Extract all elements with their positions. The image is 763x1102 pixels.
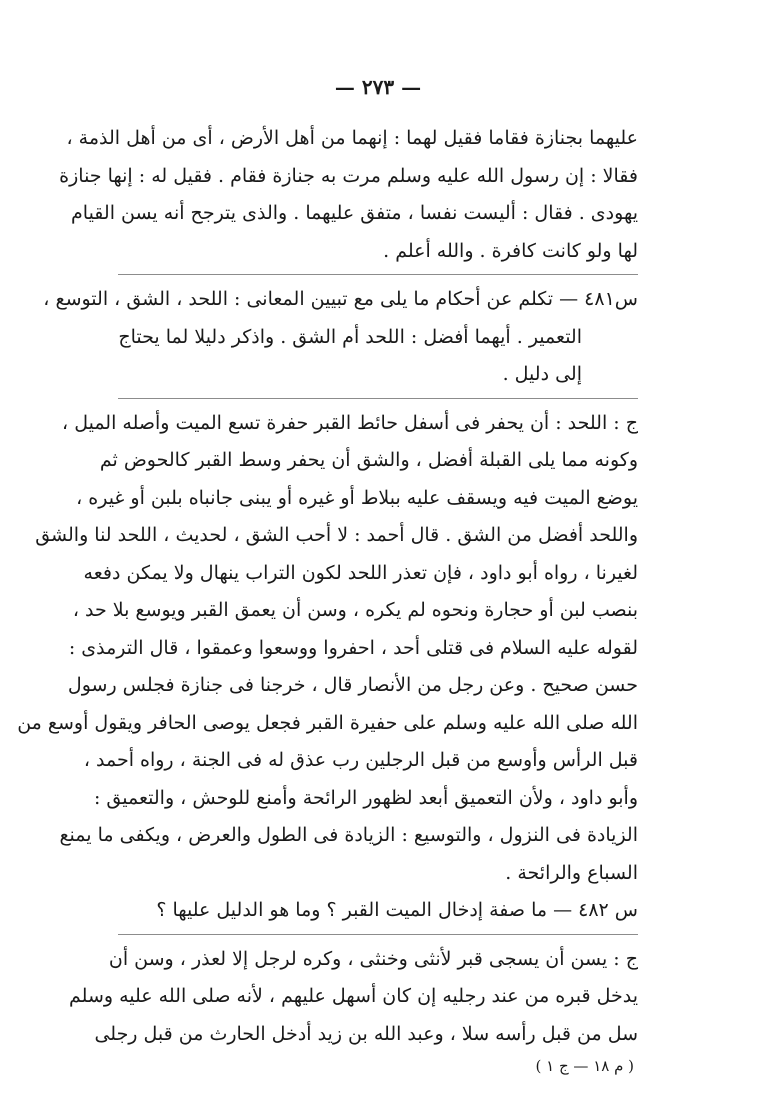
section-divider xyxy=(118,274,638,275)
text-line: يهودى . فقال : أليست نفسا ، متفق عليهما . والذى يترجح أنه يسن القيام xyxy=(71,202,638,224)
question-line: التعمير . أيهما أفضل : اللحد أم الشق . واذكر دليلا لما يحتاج xyxy=(118,325,582,348)
answer-line: الله صلى الله عليه وسلم على حفيرة القبر فجعل يوصى الحافر ويقول أوسع من xyxy=(17,711,638,734)
answer-line: وكونه مما يلى القبلة أفضل ، والشق أن يحفر وسط القبر كالحوض ثم xyxy=(99,449,638,471)
answer-line: الزيادة فى النزول ، والتوسيع : الزيادة فى الطول والعرض ، ويكفى ما يمنع xyxy=(59,824,638,846)
section-divider xyxy=(118,398,638,399)
answer-482 xyxy=(69,941,638,1054)
text-line: لها ولو كانت كافرة . والله أعلم . xyxy=(383,239,638,262)
answer-line: ج : اللحد : أن يحفر فى أسفل حائط القبر حفرة تسع الميت وأصله الميل ، xyxy=(62,411,638,434)
question-482 xyxy=(118,892,638,930)
answer-line: ج : يسن أن يسجى قبر لأنثى وخنثى ، وكره لرجل إلا لعذر ، وسن أن xyxy=(108,947,638,970)
question-line: إلى دليل . xyxy=(502,363,582,385)
printer-signature: ( م ١٨ — ج ١ ) xyxy=(535,1057,634,1075)
question-line: س ٤٨٢ — ما صفة إدخال الميت القبر ؟ وما هو الدليل عليها ؟ xyxy=(156,899,638,921)
question-481 xyxy=(43,281,638,394)
answer-line: وأبو داود ، ولأن التعميق أبعد لظهور الرائحة وأمنع للوحش ، والتعميق : xyxy=(93,786,638,809)
question-line: س٤٨١ — تكلم عن أحكام ما يلى مع تبيين المعانى : اللحد ، الشق ، التوسع ، xyxy=(43,288,638,310)
answer-481 xyxy=(17,405,638,893)
answer-line: السباع والرائحة . xyxy=(505,861,638,884)
answer-line: سل من قبل رأسه سلا ، وعبد الله بن زيد أدخل الحارث من قبل رجلى xyxy=(94,1022,638,1045)
intro-paragraph xyxy=(59,120,638,270)
book-page xyxy=(17,72,638,1077)
answer-line: لقوله عليه السلام فى قتلى أحد ، احفروا ووسعوا وعمقوا ، قال الترمذى : xyxy=(68,636,638,659)
text-line: عليهما بجنازة فقاما فقيل لهما : إنهما من أهل الأرض ، أى من أهل الذمة ، xyxy=(66,127,638,149)
answer-line: يوضع الميت فيه ويسقف عليه ببلاط أو غيره أو يبنى جانباه بلبن أو غيره ، xyxy=(76,486,638,509)
answer-line: يدخل قبره من عند رجليه إن كان أسهل عليهم ، لأنه صلى الله عليه وسلم xyxy=(69,985,638,1007)
text-line: فقالا : إن رسول الله عليه وسلم مرت به جنازة فقام . فقيل له : إنها جنازة xyxy=(59,164,638,187)
answer-line: قبل الرأس وأوسع من قبل الرجلين رب عذق له فى الجنة ، رواه أحمد ، xyxy=(83,749,638,771)
answer-line: حسن صحيح . وعن رجل من الأنصار قال ، خرجنا فى جنازة فجلس رسول xyxy=(67,674,638,696)
section-divider xyxy=(118,934,638,935)
page-number: — ٢٧٣ — xyxy=(334,75,422,99)
answer-line: بنصب لبن أو حجارة ونحوه لم يكره ، وسن أن يعمق القبر ويوسع بلا حد ، xyxy=(72,599,638,621)
answer-line: لغيرنا ، رواه أبو داود ، فإن تعذر اللحد لكون التراب ينهال ولا يمكن دفعه xyxy=(83,561,638,584)
answer-line: واللحد أفضل من الشق . قال أحمد : لا أحب الشق ، لحديث ، اللحد لنا والشق xyxy=(35,524,638,546)
